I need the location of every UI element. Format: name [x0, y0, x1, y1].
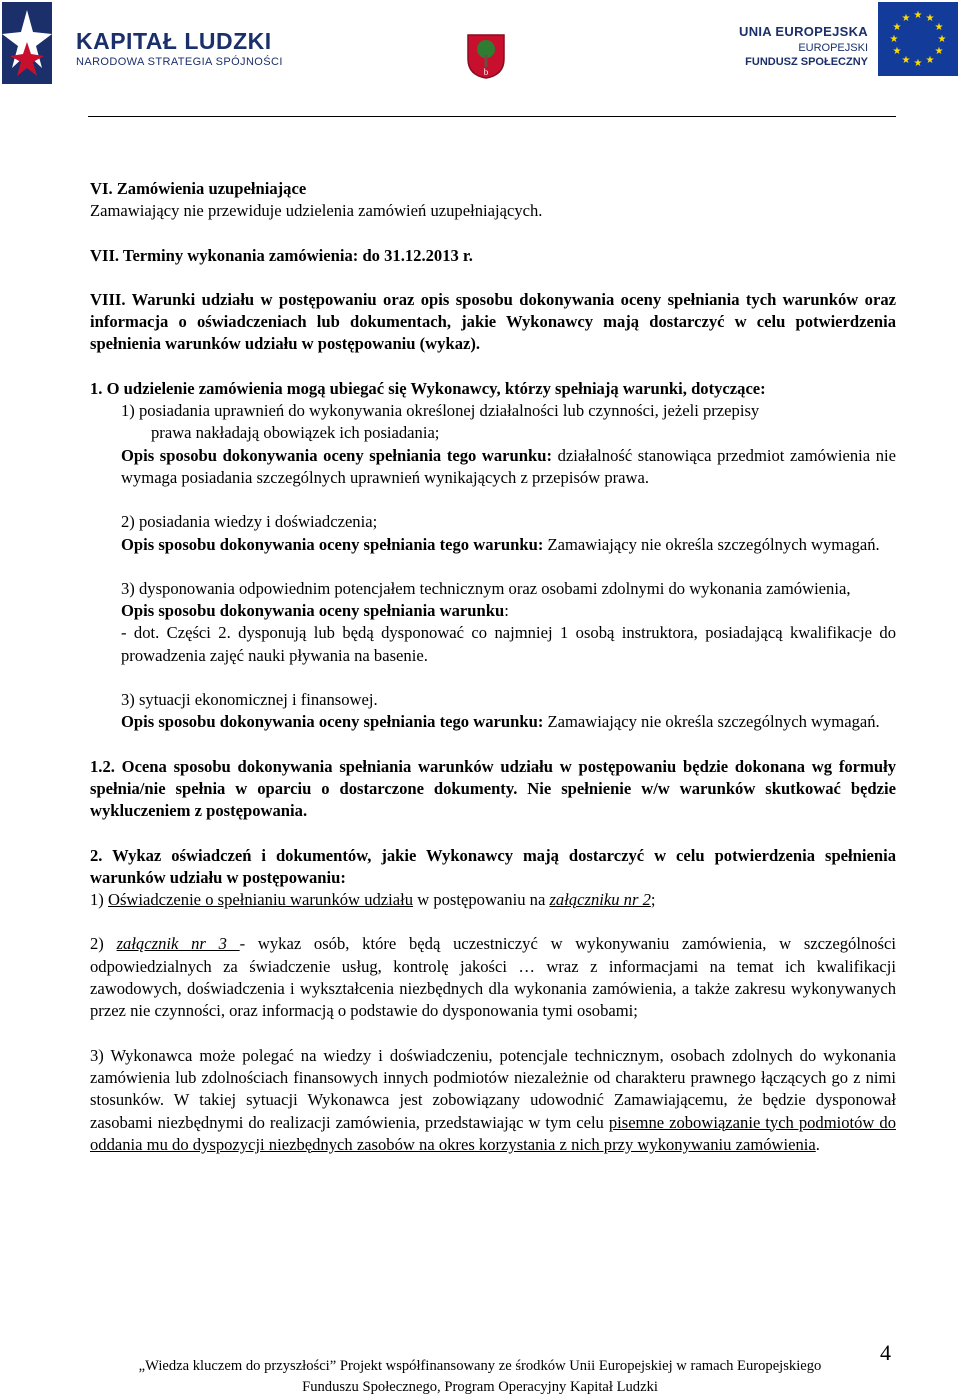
svg-text:b: b: [483, 67, 489, 77]
svg-text:★: ★: [889, 34, 899, 45]
page-header: [0, 0, 960, 120]
program-title: KAPITAŁ LUDZKI: [76, 28, 272, 54]
section-1-2: 1.2. Ocena sposobu dokonywania spełniania warunków udziału w postępowaniu będzie dokonana wg formuły spełnia/nie spełnia w oparciu o dostarczone dokumenty. Nie spełnienie w/w warunków skutkować będzie wykluczeniem z postępowania.: [90, 756, 896, 821]
item-text: 3) Wykonawca może polegać na wiedzy i doświadczeniu, potencjale technicznym, osobach zdolnych do wykonania zamówienia lub zdolnościach finansowych innych podmiotów niezależnie od charakteru prawnego łączących go z nimi stosunków. W takiej sytuacji Wykonawca jest zobowiązany udowodnić Zamawiającemu, że będzie dysponował zasobami niezbędnymi do realizacji zamówienia, przedstawiając w tym celu: [90, 1045, 896, 1132]
document-item-1: [90, 889, 896, 911]
item-text: w postępowaniu na: [413, 890, 550, 910]
condition-2-assessment: [90, 534, 896, 556]
item-prefix: 1): [90, 890, 108, 910]
document-item-2: [90, 933, 896, 1022]
document-item-3: [90, 1045, 896, 1156]
section-2-heading: 2. Wykaz oświadczeń i dokumentów, jakie Wykonawcy mają dostarczyć w celu potwierdzenia spełnienia warunków udziału w postępowaniu:: [90, 845, 896, 887]
svg-text:★: ★: [925, 55, 935, 66]
item-end: ;: [650, 890, 656, 910]
page-number: 4: [880, 1340, 891, 1365]
assessment-colon: :: [504, 601, 509, 621]
footer-line-2: Funduszu Społecznego, Program Operacyjny Kapitał Ludzki: [302, 1379, 658, 1395]
section-viii-heading: VIII. Warunki udziału w postępowaniu oraz opis sposobu dokonywania oceny spełniania tych warunków oraz informacja o oświadczeniach lub dokumentach, jakie Wykonawcy mają dostarczyć w celu potwierdzenia spełnienia warunków udziału w postępowaniu (wykaz).: [90, 289, 896, 354]
svg-text:★: ★: [892, 46, 902, 57]
declaration-link: Oświadczenie o spełnianiu warunków udziału: [107, 890, 414, 910]
conditions-intro: 1. O udzielenie zamówienia mogą ubiegać się Wykonawcy, którzy spełniają warunki, dotyczące:: [90, 378, 766, 398]
assessment-label: Opis sposobu dokonywania oceny spełniania warunku: [121, 601, 505, 621]
svg-text:★: ★: [913, 10, 923, 21]
eu-flag-icon: [878, 2, 958, 76]
condition-3-assessment: [90, 600, 896, 622]
assessment-label: Opis sposobu dokonywania oceny spełniania tego warunku:: [121, 445, 552, 465]
svg-text:★: ★: [913, 58, 923, 69]
svg-text:★: ★: [934, 22, 944, 33]
municipal-crest-icon: [466, 33, 506, 79]
svg-text:★: ★: [892, 22, 902, 33]
footer-line-1: „Wiedza kluczem do przyszłości” Projekt współfinansowany ze środków Unii Europejskiej w ramach Europejskiego: [138, 1358, 822, 1374]
program-subtitle: NARODOWA STRATEGIA SPÓJNOŚCI: [76, 56, 283, 68]
condition-3: 3) dysponowania odpowiednim potencjałem technicznym oraz osobami zdolnymi do wykonania zamówienia,: [121, 578, 851, 598]
svg-text:★: ★: [901, 55, 911, 66]
condition-2: 2) posiadania wiedzy i doświadczenia;: [121, 512, 378, 532]
svg-text:★: ★: [925, 13, 935, 24]
condition-4-assessment: [90, 711, 896, 733]
condition-3-detail: - dot. Części 2. dysponują lub będą dysponować co najmniej 1 osobą instruktora, posiadającą kwalifikacje do prowadzenia zajęć nauki pływania na basenie.: [121, 623, 896, 665]
item-text: - wykaz osób, które będą uczestniczyć w wykonywaniu zamówienia, w szczególności odpowiedzialnych za świadczenie usług, kontrolę jakości … wraz z informacjami na temat ich kwalifikacji zawodowych, doświadczenia i wykształcenia niezbędnych dla wykonania zamówienia, a także zakresu wykonywanych przez nie czynności, oraz informacją o podstawie do dysponowania tymi osobami;: [90, 934, 896, 1021]
section-vi-heading: VI. Zamówienia uzupełniające: [90, 179, 307, 198]
kapital-ludzki-star-logo: [2, 2, 52, 84]
page-footer: [60, 1356, 900, 1398]
commitment-text: pisemne zobowiązanie tych podmiotów do oddania mu do dyspozycji niezbędnych zasobów na okres korzystania z nich przy wykonywaniu zamówienia: [90, 1112, 896, 1154]
condition-4: 3) sytuacji ekonomicznej i finansowej.: [121, 690, 378, 710]
assessment-label: Opis sposobu dokonywania oceny spełniania tego warunku:: [121, 712, 544, 732]
eu-label-line1: UNIA EUROPEJSKA: [739, 24, 868, 39]
svg-text:★: ★: [937, 34, 947, 45]
svg-text:★: ★: [934, 46, 944, 57]
condition-1: 1) posiadania uprawnień do wykonywania określonej działalności lub czynności, jeżeli przepisy: [121, 401, 760, 421]
condition-1-cont: prawa nakładają obowiązek ich posiadania;: [151, 423, 440, 443]
attachment-3-ref: załącznik nr 3: [116, 934, 240, 954]
section-vii-heading: VII. Terminy wykonania zamówienia: do 31.12.2013 r.: [90, 245, 473, 265]
section-vi-text: Zamawiający nie przewiduje udzielenia zamówień uzupełniających.: [90, 201, 543, 221]
assessment-text: działalność stanowiąca przedmiot zamówienia nie wymaga posiadania szczególnych uprawnień wynikających z przepisów prawa.: [121, 445, 896, 487]
header-divider: [88, 116, 896, 117]
svg-text:★: ★: [901, 13, 911, 24]
item-end: .: [815, 1134, 820, 1154]
eu-label-block: [739, 24, 868, 68]
attachment-2-ref: załączniku nr 2: [549, 890, 651, 910]
item-prefix: 2): [90, 934, 117, 954]
condition-1-assessment: [90, 445, 896, 490]
eu-label-line3: FUNDUSZ SPOŁECZNY: [745, 56, 868, 68]
assessment-text: Zamawiający nie określa szczególnych wymagań.: [543, 712, 880, 732]
assessment-text: Zamawiający nie określa szczególnych wymagań.: [543, 534, 880, 554]
assessment-label: Opis sposobu dokonywania oceny spełniania tego warunku:: [121, 534, 544, 554]
eu-label-line2: EUROPEJSKI: [798, 42, 868, 54]
document-body: [90, 178, 896, 1156]
